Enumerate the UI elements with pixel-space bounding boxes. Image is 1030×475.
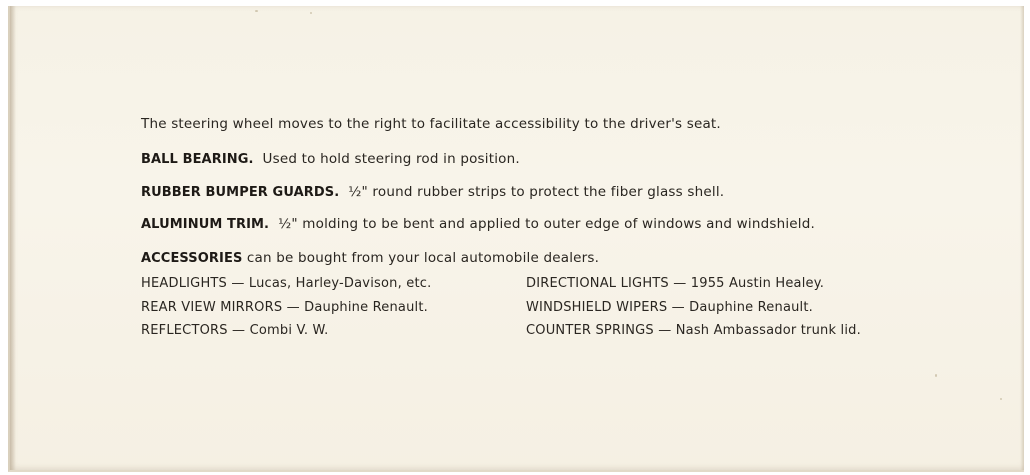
accessory-item: HEADLIGHTS — Lucas, Harley-Davison, etc. <box>141 276 432 291</box>
ball-bearing-label: BALL BEARING. <box>141 152 254 167</box>
paper-speck <box>310 12 312 14</box>
intro-text: The steering wheel moves to the right to facilitate accessibility to the driver's seat. <box>141 116 721 132</box>
rubber-bumper-text: ½" round rubber strips to protect the fiber glass shell. <box>348 184 725 200</box>
accessory-item: COUNTER SPRINGS — Nash Ambassador trunk lid. <box>526 323 861 338</box>
paper-speck <box>1000 398 1002 400</box>
accessories-text: can be bought from your local automobile dealers. <box>246 250 600 266</box>
paper-speck <box>935 374 937 377</box>
accessory-item: WINDSHIELD WIPERS — Dauphine Renault. <box>526 299 813 315</box>
aluminum-trim-label: ALUMINUM TRIM. <box>141 217 270 232</box>
rubber-bumper-label: RUBBER BUMPER GUARDS. <box>141 185 340 200</box>
aluminum-trim-entry <box>141 216 815 232</box>
accessory-item: REAR VIEW MIRRORS — Dauphine Renault. <box>141 299 428 315</box>
ball-bearing-entry <box>141 151 520 167</box>
accessories-entry <box>141 250 599 266</box>
accessory-item: DIRECTIONAL LIGHTS — 1955 Austin Healey. <box>526 276 825 291</box>
accessories-left-list <box>141 274 431 345</box>
rubber-bumper-entry <box>141 184 724 200</box>
accessories-label: ACCESSORIES <box>141 251 243 266</box>
ball-bearing-text: Used to hold steering rod in position. <box>262 151 520 167</box>
aluminum-trim-text: ½" molding to be bent and applied to outer edge of windows and windshield. <box>278 216 816 232</box>
document-page <box>8 6 1024 472</box>
accessories-right-list <box>526 274 861 345</box>
accessory-item: REFLECTORS — Combi V. W. <box>141 323 329 338</box>
paper-speck <box>255 10 258 12</box>
